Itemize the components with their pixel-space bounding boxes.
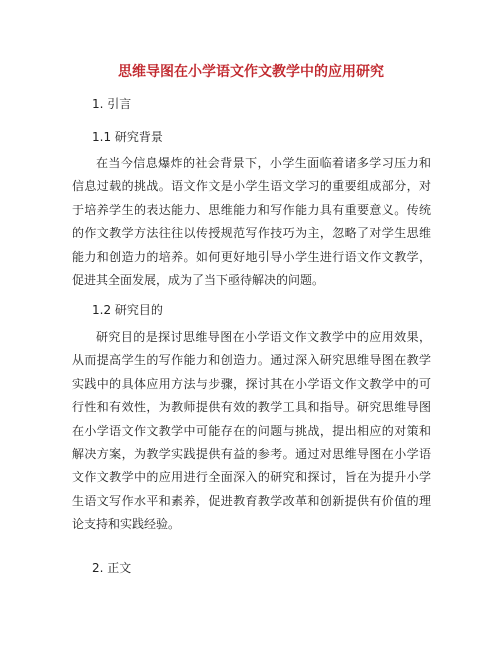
aim-paragraph: 研究目的是探讨思维导图在小学语文作文教学中的应用效果，从而提高学生的写作能力和创造力。通过深入研究思维导图在教学实践中的具体应用方法与步骤，探讨其在小学语文作文教学中的可行性和有效性，为教师提供有效的教学工具和指导。研究思维导图在小学语文作文教学中可能存在的问题与挑战，提出相应的对策和解决方案，为教学实践提供有益的参考。通过对思维导图在小学语文作文教学中的应用进行全面深入的研究和探讨，旨在为提升小学生语文写作水平和素养，促进教育教学改革和创新提供有价值的理论支持和实践经验。 (72, 330, 431, 532)
subsection-heading-aim: 1.2 研究目的 (92, 303, 163, 317)
background-paragraph: 在当今信息爆炸的社会背景下，小学生面临着诸多学习压力和信息过载的挑战。语文作文是小学生语文学习的重要组成部分，对于培养学生的表达能力、思维能力和写作能力具有重要意义。传统的作文教学方法往往以传授规范写作技巧为主，忽略了对学生思维能力和创造力的培养。如何更好地引导小学生进行语文作文教学，促进其全面发展，成为了当下亟待解决的问题。 (72, 156, 431, 288)
subsection-heading-background: 1.1 研究背景 (92, 130, 163, 144)
section-heading-introduction: 1. 引言 (92, 97, 132, 111)
section-heading-body: 2. 正文 (92, 561, 132, 575)
document-title: 思维导图在小学语文作文教学中的应用研究 (118, 64, 384, 80)
